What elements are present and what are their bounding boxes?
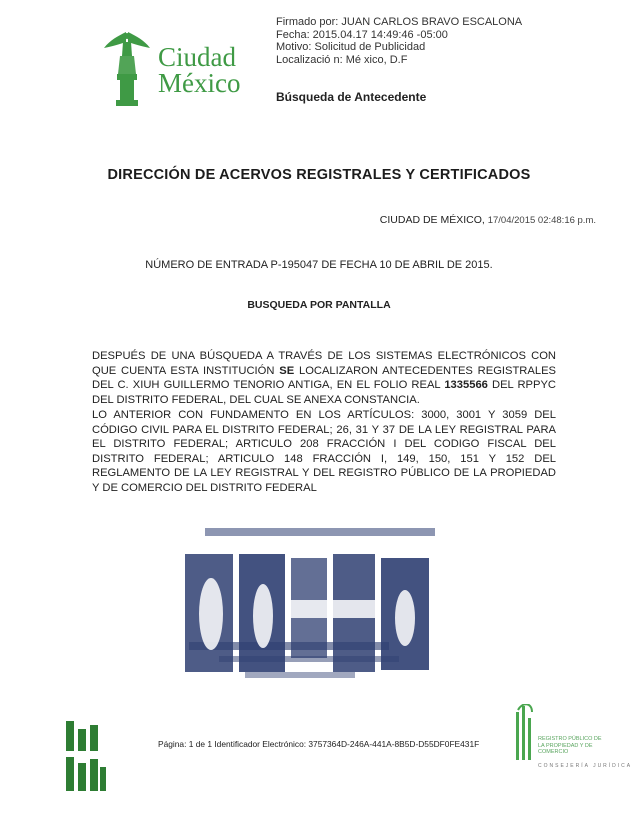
logo-wordmark (158, 44, 240, 96)
para1-part-a: DESPUÉS DE UNA BÚSQUEDA A TRAVÉS DE LOS SISTEMAS ELECTRÓNICOS CON QUE CUENTA ESTA INSTITUCIÓN (92, 350, 556, 377)
signature-reason: Motivo: Solicitud de Publicidad (276, 41, 426, 53)
digital-signature-block (276, 16, 522, 66)
signed-by: Firmado por: JUAN CARLOS BRAVO ESCALONA (276, 16, 523, 28)
logo-line-mexico: México (158, 68, 241, 98)
signature-location: Localizació n: Mé xico, D.F (276, 53, 408, 66)
payment-stamp-image (175, 514, 465, 694)
rppc-logo-icon (62, 719, 110, 795)
place-date-line (380, 214, 596, 226)
document-type-heading: Búsqueda de Antecedente (276, 90, 427, 104)
registro-publico-label: REGISTRO PÚBLICO DE LA PROPIEDAD Y DE COMERCIO (538, 736, 602, 755)
logo-line-ciudad: Ciudad (158, 42, 236, 72)
para1-bold-se: SE (279, 364, 295, 377)
section-subtitle: BUSQUEDA POR PANTALLA (247, 299, 391, 311)
issue-datetime: 17/04/2015 02:48:16 p.m. (487, 215, 596, 226)
legal-basis-paragraph: LO ANTERIOR CON FUNDAMENTO EN LOS ARTÍCULOS: 3000, 3001 Y 3059 DEL CÓDIGO CIVIL PARA EL DISTRITO FEDERAL; 26, 31 Y 37 DE LA LEY REGISTRAL PARA EL DISTRITO FEDERAL; ARTICULO 208 FRACCIÓN I DEL CODIGO FISCAL DEL DISTRITO FEDERAL; ARTICULO 148 FRACCIÓN I, 149, 150, 151 Y 152 DEL REGLAMENTO DE LA LEY REGISTRAL Y DEL REGISTRO PÚBLICO DE LA PROPIEDAD Y DE COMERCIO DEL DISTRITO FEDERAL (92, 409, 556, 494)
angel-emblem-icon (104, 32, 150, 106)
signature-date: Fecha: 2015.04.17 14:49:46 -05:00 (276, 28, 448, 41)
folio-number: 1335566 (444, 379, 488, 392)
page-title: DIRECCIÓN DE ACERVOS REGISTRALES Y CERTIFICADOS (107, 167, 531, 183)
para1-part-b: LOCALIZARON ANTECEDENTES REGISTRALES DEL C. XIUH GUILLERMO TENORIO ANTIGA, EN EL FOLIO REAL (92, 364, 556, 392)
finding-paragraph (92, 349, 556, 407)
consejeria-label: CONSEJERÍA JURÍDICA (538, 763, 633, 769)
page-footer-identifier: Página: 1 de 1 Identificador Electrónico: 3757364D-246A-441A-8B5D-D55DF0FE431F (158, 739, 480, 749)
para1-part-c: DEL RPPYC DEL DISTRITO FEDERAL, DEL CUAL SE ANEXA CONSTANCIA. (92, 379, 556, 406)
entry-number: NÚMERO DE ENTRADA P-195047 DE FECHA 10 DE ABRIL DE 2015. (145, 259, 493, 271)
place-label: CIUDAD DE MÉXICO, (379, 214, 485, 226)
